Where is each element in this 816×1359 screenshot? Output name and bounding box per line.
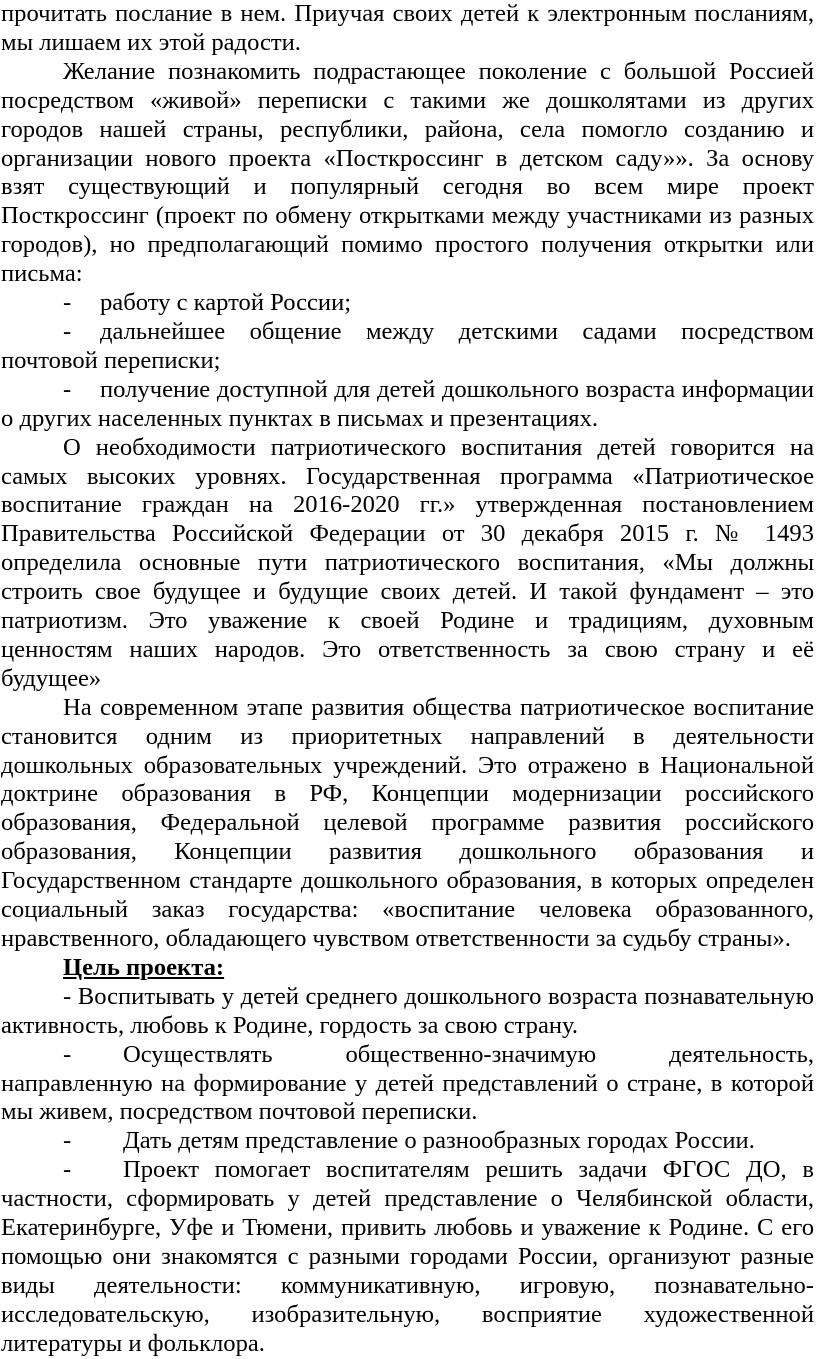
list-item-text: дальнейшее общение между детскими садами посредством почтовой переписки; (1, 317, 814, 374)
goal-item-text: Осуществлять общественно-значимую деятельность, направленную на формирование у детей представлений о стране, в которой мы живем, посредством почтовой переписки. (1, 1040, 814, 1126)
list-item (1, 318, 814, 376)
goal-item: - Воспитывать у детей среднего дошкольного возраста познавательную активность, любовь к Родине, гордость за свою страну. (1, 982, 814, 1039)
goal-item (1, 1156, 814, 1358)
list-dash: - (63, 1127, 72, 1155)
list-dash: - (63, 289, 72, 317)
section-heading-goal: Цель проекта: (63, 953, 225, 981)
paragraph-patriotic-education: О необходимости патриотического воспитания детей говорится на самых высоких уровнях. Государственная программа «Патриотическое воспитание граждан на 2016-2020 гг.» утвержденная постановлением Правительства Российской Федерации от 30 декабря 2015 г. № 1493 определила основные пути патриотического воспитания, «Мы должны строить свое будущее и будущие своих детей. И такой фундамент – это патриотизм. Это уважение к своей Родине и традициям, духовным ценностям наших народов. Это ответственность за свою страну и её будущее» (1, 433, 814, 692)
paragraph-modern-stage: На современном этапе развития общества патриотическое воспитание становится одним из приоритетных направлений в деятельности дошкольных образовательных учреждений. Это отражено в Национальной доктрине образования в РФ, Концепции модернизации российского образования, Федеральной целевой программе развития российского образования, Концепции развития дошкольного образования и Государственном стандарте дошкольного образования, в которых определен социальный заказ государства: «воспитание человека образованного, нравственного, обладающего чувством ответственности за судьбу страны». (1, 693, 814, 952)
list-item-text: получение доступной для детей дошкольного возраста информации о других населенных пунктах в письмах и презентациях. (1, 375, 814, 432)
paragraph-project-intro: Желание познакомить подрастающее поколение с большой Россией посредством «живой» переписки с такими же дошколятами из других городов нашей страны, республики, района, села помогло созданию и организации нового проекта «Посткроссинг в детском саду»». За основу взят существующий и популярный сегодня во всем мире проект Посткроссинг (проект по обмену открытками между участниками из разных городов), но предполагающий помимо простого получения открытки или письма: (1, 57, 814, 288)
list-dash: - (63, 1040, 72, 1068)
list-dash: - (63, 1156, 72, 1184)
goal-item (1, 1041, 814, 1128)
list-dash: - (63, 317, 72, 345)
goal-item-text: Дать детям представление о разнообразных городах России. (123, 1127, 755, 1155)
list-dash: - (63, 375, 72, 403)
list-item (1, 289, 814, 318)
paragraph-continuation: прочитать послание в нем. Приучая своих детей к электронным посланиям, мы лишаем их этой радости. (1, 0, 814, 56)
goal-item (1, 1127, 814, 1156)
list-item-text: работу с картой России; (100, 289, 352, 317)
list-item (1, 376, 814, 434)
goal-item-text: Проект помогает воспитателям решить задачи ФГОС ДО, в частности, сформировать у детей представление о Челябинской области, Екатеринбурге, Уфе и Тюмени, привить любовь и уважение к Родине. С его помощью они знакомятся с разными городами России, организуют разные виды деятельности: коммуникативную, игровую, познавательно-исследовательскую, изобразительную, восприятие художественной литературы и фольклора. (1, 1156, 814, 1357)
